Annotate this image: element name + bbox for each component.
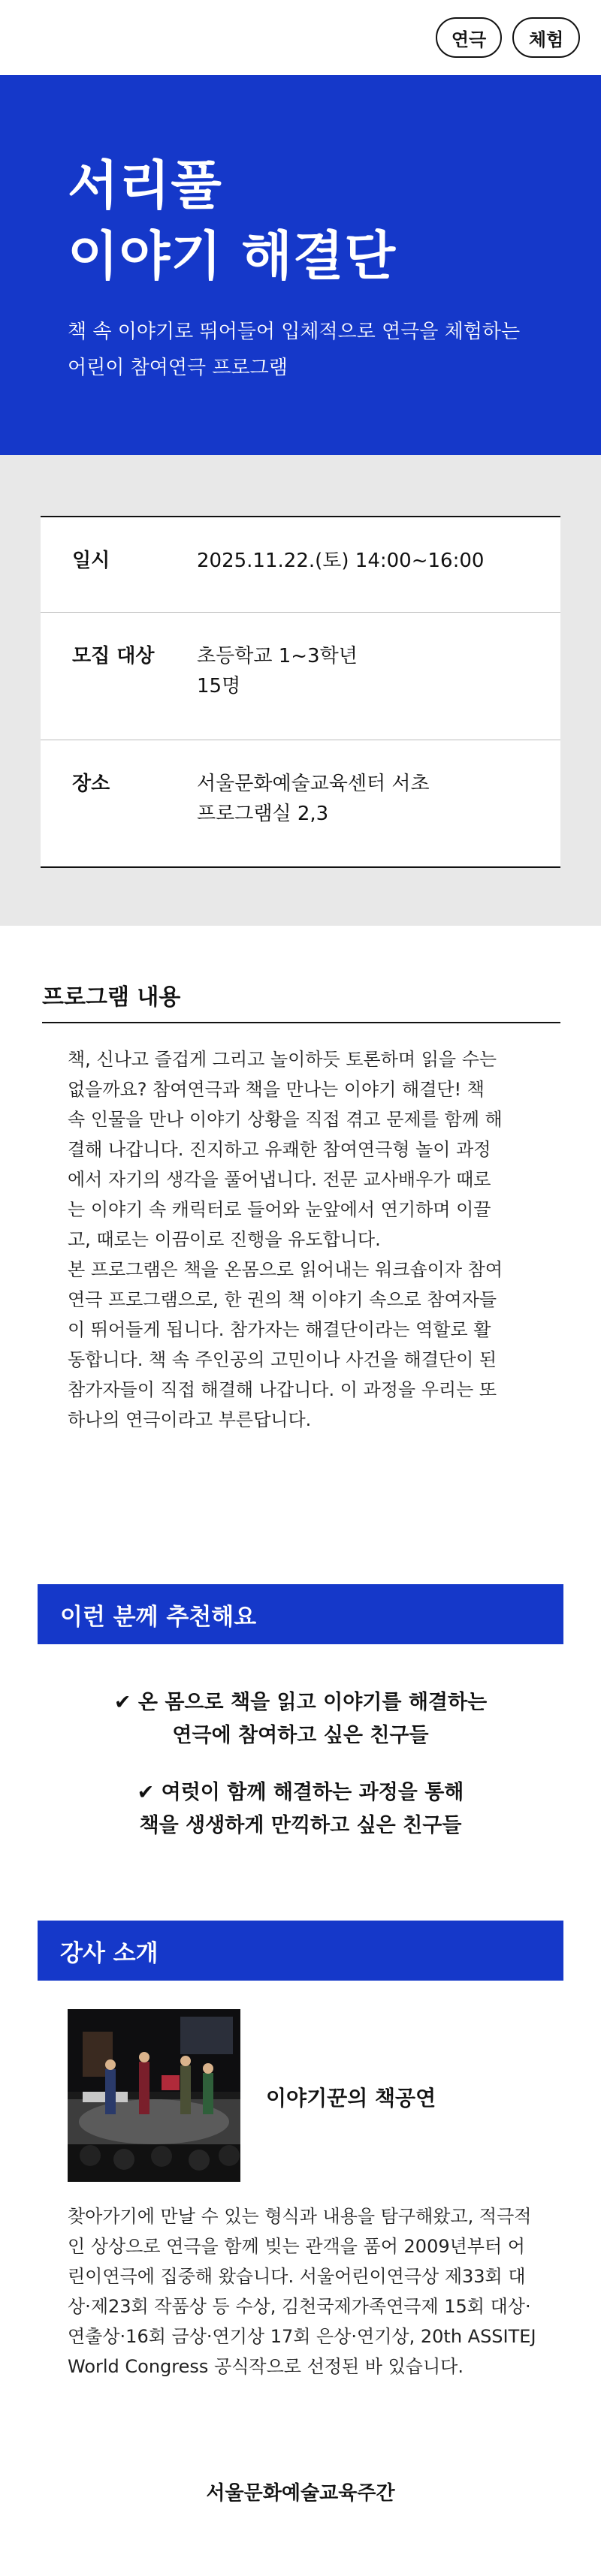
paragraph-line: 하나의 연극이라고 부른답니다. (68, 1409, 312, 1430)
info-table (41, 516, 560, 868)
paragraph-line: 상·제23회 작품상 등 수상, 김천국제가족연극제 15회 대상· (68, 2296, 531, 2317)
paragraph-line: World Congress 공식작으로 선정된 바 있습니다. (68, 2356, 464, 2377)
recommend-line: 연극에 참여하고 싶은 친구들 (172, 1724, 429, 1747)
info-value-line: 서울문화예술교육센터 서초 (197, 773, 430, 795)
program-description (68, 1044, 538, 1435)
paragraph-line: 동합니다. 책 속 주인공의 고민이나 사건을 해결단이 된 (68, 1349, 497, 1370)
paragraph-line: 없을까요? 참여연극과 책을 만나는 이야기 해결단! 책 (68, 1079, 485, 1100)
program-subtitle-line: 어린이 참여연극 프로그램 (68, 357, 288, 379)
info-row-date (41, 517, 560, 613)
program-title (68, 150, 396, 291)
paragraph-line: 속 인물을 만나 이야기 상황을 직접 겪고 문제를 함께 해 (68, 1109, 503, 1130)
paragraph-line: 찾아가기에 만날 수 있는 형식과 내용을 탐구해왔고, 적극적 (68, 2206, 532, 2227)
info-value-line: 초등학교 1~3학년 (197, 645, 358, 667)
info-value (197, 546, 484, 612)
paragraph-line: 는 이야기 속 캐릭터로 들어와 눈앞에서 연기하며 이끌 (68, 1199, 491, 1220)
top-bar (0, 0, 601, 75)
section-title: 프로그램 내용 (42, 978, 560, 1023)
info-label: 모집 대상 (72, 645, 155, 667)
footer-text: 서울문화예술교육주간 (206, 2482, 395, 2505)
paragraph-line: 본 프로그램은 책을 온몸으로 읽어내는 워크숍이자 참여 (68, 1259, 503, 1280)
paragraph-line: 참가자들이 직접 해결해 나갑니다. 이 과정을 우리는 또 (68, 1379, 497, 1400)
info-label: 일시 (72, 550, 110, 572)
paragraph-line: 연출상·16회 금상·연기상 17회 은상·연기상, 20th ASSITEJ (68, 2326, 536, 2347)
tag-experience[interactable]: 체험 (512, 17, 580, 58)
info-section (0, 455, 601, 926)
recommend-banner: 이런 분께 추천해요 (38, 1584, 563, 1644)
hero-banner (0, 75, 601, 455)
instructor-name: 이야기꾼의 책공연 (266, 2086, 436, 2111)
paragraph-line: 인 상상으로 연극을 함께 빚는 관객을 품어 2009년부터 어 (68, 2236, 525, 2257)
paragraph-line: 고, 때로는 이끔이로 진행을 유도합니다. (68, 1229, 381, 1250)
program-title-line: 이야기 해결단 (68, 225, 397, 287)
recommend-line: ✔ 여럿이 함께 해결하는 과정을 통해 (137, 1781, 464, 1804)
recommend-item (38, 1686, 563, 1752)
paragraph-line: 이 뛰어들게 됩니다. 참가자는 해결단이라는 역할로 활 (68, 1319, 491, 1340)
paragraph-line: 에서 자기의 생각을 풀어냅니다. 전문 교사배우가 때로 (68, 1169, 491, 1190)
info-row-place (41, 740, 560, 866)
instructor-description (68, 2201, 538, 2382)
recommend-item (38, 1776, 563, 1842)
paragraph-line: 연극 프로그램으로, 한 권의 책 이야기 속으로 참여자들 (68, 1289, 497, 1310)
tag-theater[interactable]: 연극 (436, 17, 502, 58)
info-value-line: 프로그램실 2,3 (197, 803, 329, 825)
program-subtitle-line: 책 속 이야기로 뛰어들어 입체적으로 연극을 체험하는 (68, 321, 521, 343)
info-label: 장소 (72, 773, 110, 795)
info-row-target (41, 613, 560, 740)
paragraph-line: 책, 신나고 즐겁게 그리고 놀이하듯 토론하며 읽을 수는 (68, 1049, 497, 1070)
check-icon: ✔ (137, 1781, 155, 1804)
program-section (0, 926, 601, 1526)
program-title-line: 서리풀 (68, 155, 222, 216)
info-value (197, 769, 430, 866)
paragraph-line: 결해 나갑니다. 진지하고 유쾌한 참여연극형 놀이 과정 (68, 1139, 491, 1160)
info-value-line: 15명 (197, 675, 241, 697)
recommend-line: 책을 생생하게 만끽하고 싶은 친구들 (139, 1814, 462, 1837)
instructor-banner: 강사 소개 (38, 1921, 563, 1981)
instructor-photo (68, 2009, 240, 2182)
check-icon: ✔ (113, 1691, 131, 1714)
program-subtitle (68, 314, 520, 386)
recommend-line: ✔ 온 몸으로 책을 읽고 이야기를 해결하는 (113, 1691, 488, 1714)
paragraph-line: 린이연극에 집중해 왔습니다. 서울어린이연극상 제33회 대 (68, 2266, 526, 2287)
info-value-line: 2025.11.22.(토) 14:00~16:00 (197, 550, 485, 572)
info-value (197, 641, 358, 740)
